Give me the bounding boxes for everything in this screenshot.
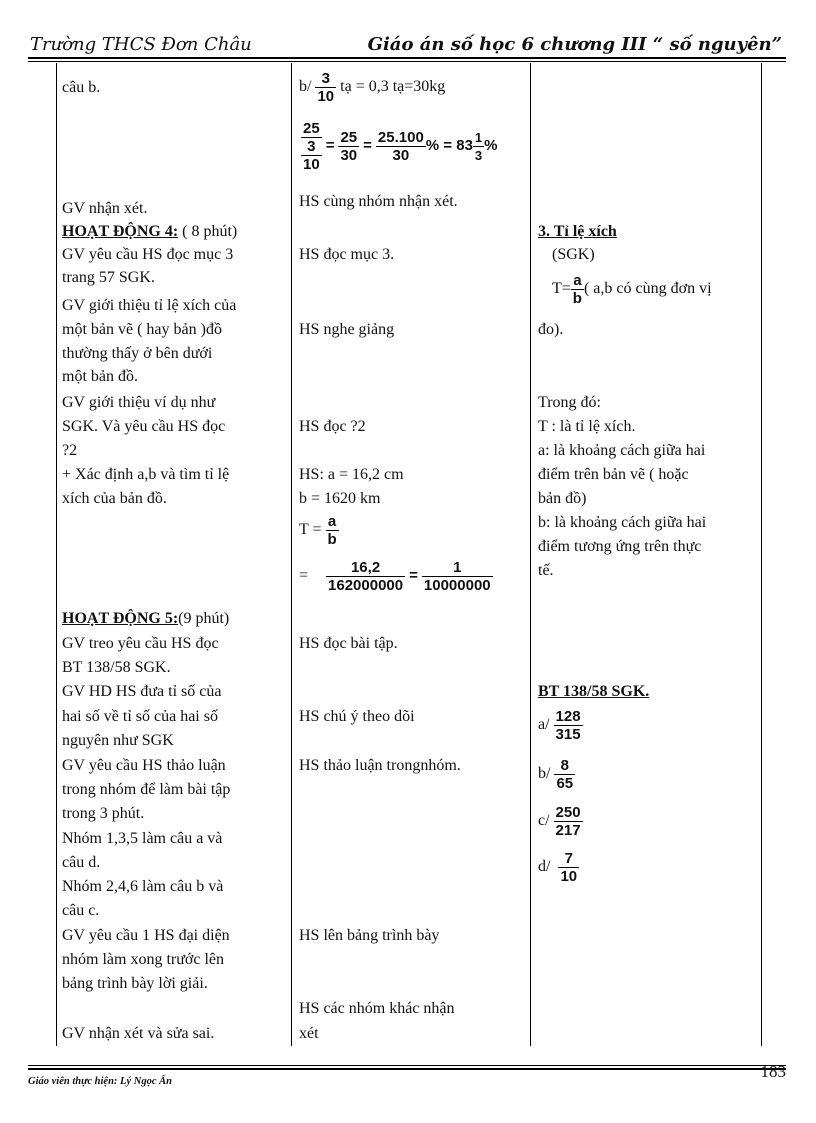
table-border-left bbox=[56, 63, 57, 1046]
fraction: $\frac{128}{315}$ bbox=[555, 708, 581, 743]
fraction: $\frac{7}{10}$ bbox=[560, 850, 578, 885]
text-line: HS đọc bài tập. bbox=[299, 635, 398, 652]
text-line: tế. bbox=[538, 562, 554, 579]
scale-definition: T= $\frac{a}{b}$ ( a,b có cùng đơn vị bbox=[552, 272, 712, 307]
text-line: HS lên bảng trình bày bbox=[299, 927, 440, 944]
percent-equation: $\frac{25}{\frac{3}{10}}$ = $\frac{25}{30}$ = $\frac{25.100}{30}$ % = 83 $\frac{1}{3}$ % bbox=[303, 120, 498, 173]
text-line: thường thấy ở bên dưới bbox=[62, 345, 213, 362]
fraction: $\frac{25}{30}$ bbox=[340, 129, 358, 164]
text-line: GV treo yêu cầu HS đọc bbox=[62, 635, 219, 652]
text-line: GV giới thiệu ví dụ như bbox=[62, 394, 216, 411]
fraction: $\frac{250}{217}$ bbox=[555, 804, 581, 839]
text-line: HS đọc mục 3. bbox=[299, 246, 395, 263]
text-line: b = 1620 km bbox=[299, 490, 381, 507]
header-rule-thin bbox=[28, 61, 786, 62]
text-line: ?2 bbox=[62, 442, 78, 459]
text-line: GV HD HS đưa tỉ số của bbox=[62, 683, 222, 700]
activity-5-heading: HOẠT ĐỘNG 5:(9 phút) bbox=[62, 610, 230, 627]
text-line: một bản đồ. bbox=[62, 368, 138, 385]
text-line: nhóm làm xong trước lên bbox=[62, 951, 224, 968]
text-line: GV nhận xét. bbox=[62, 200, 148, 217]
text-line: BT 138/58 SGK. bbox=[62, 659, 171, 676]
text-line: GV nhận xét và sửa sai. bbox=[62, 1025, 215, 1042]
text-line: Nhóm 1,3,5 làm câu a và bbox=[62, 830, 223, 847]
text-line: Nhóm 2,4,6 làm câu b và bbox=[62, 878, 224, 895]
text-line: một bản vẽ ( hay bản )đồ bbox=[62, 321, 222, 338]
scale-calculation: = $\frac{16,2}{162000000}$ = $\frac{1}{10000000}$ bbox=[299, 559, 491, 594]
text-line: hai số về tỉ số của hai số bbox=[62, 708, 218, 725]
text-line: bản đồ) bbox=[538, 490, 587, 507]
text-line: bảng trình bày lời giải. bbox=[62, 975, 208, 992]
text-line: GV yêu cầu 1 HS đại diện bbox=[62, 927, 230, 944]
exercise-title: BT 138/58 SGK. bbox=[538, 683, 650, 700]
answer-a: a/ $\frac{128}{315}$ bbox=[538, 708, 581, 743]
text-line: T : là tỉ lệ xích. bbox=[538, 418, 636, 435]
text-line: a: là khoảng cách giữa hai bbox=[538, 442, 706, 459]
text-line: HS chú ý theo dõi bbox=[299, 708, 415, 725]
text-line: trong nhóm để làm bài tập bbox=[62, 781, 231, 798]
fraction: $\frac{16,2}{162000000}$ bbox=[328, 559, 404, 594]
text-line: trong 3 phút. bbox=[62, 805, 145, 822]
text-line: xét bbox=[299, 1025, 319, 1042]
text-line: câu b. bbox=[62, 79, 101, 96]
section-3-title: 3. Tỉ lệ xích bbox=[538, 223, 617, 240]
fraction: $\frac{a}{b}$ bbox=[327, 513, 337, 548]
text-line: GV giới thiệu tỉ lệ xích của bbox=[62, 297, 237, 314]
text-line: HS thảo luận trongnhóm. bbox=[299, 757, 461, 774]
text-line: điểm trên bản vẽ ( hoặc bbox=[538, 466, 689, 483]
text-line: b: là khoảng cách giữa hai bbox=[538, 514, 707, 531]
text-line: xích của bản đồ. bbox=[62, 490, 167, 507]
answer-b: b/ $\frac{8}{65}$ bbox=[538, 757, 574, 792]
scale-formula: T = $\frac{a}{b}$ bbox=[299, 513, 337, 548]
text-line: Trong đó: bbox=[538, 394, 601, 411]
text-line: SGK. Và yêu cầu HS đọc bbox=[62, 418, 226, 435]
text-line: GV yêu cầu HS thảo luận bbox=[62, 757, 226, 774]
text-line: trang 57 SGK. bbox=[62, 269, 155, 286]
fraction: $\frac{a}{b}$ bbox=[572, 272, 582, 307]
text-line: (SGK) bbox=[552, 246, 595, 263]
text-line: HS nghe giảng bbox=[299, 321, 395, 338]
equation-b: b/ $\frac{3}{10}$ tạ = 0,3 tạ=30kg bbox=[299, 70, 446, 105]
text-line: đo). bbox=[538, 321, 564, 338]
footer-teacher: Giáo viên thực hiện: Lý Ngọc Ẩn bbox=[28, 1076, 172, 1087]
text-line: HS cùng nhóm nhận xét. bbox=[299, 193, 458, 210]
text-line: HS các nhóm khác nhận bbox=[299, 1000, 455, 1017]
page-number: 183 bbox=[760, 1062, 786, 1081]
header-school: Trường THCS Đơn Châu bbox=[30, 34, 252, 55]
table-divider-2 bbox=[530, 63, 531, 1046]
fraction: $\frac{8}{65}$ bbox=[556, 757, 574, 792]
header-rule bbox=[28, 57, 786, 59]
text-line: GV yêu cầu HS đọc mục 3 bbox=[62, 246, 234, 263]
text-line: HS: a = 16,2 cm bbox=[299, 466, 404, 483]
text-line: câu c. bbox=[62, 902, 100, 919]
activity-4-heading: HOẠT ĐỘNG 4: ( 8 phút) bbox=[62, 223, 238, 240]
footer-rule bbox=[28, 1068, 786, 1070]
text-line: câu d. bbox=[62, 854, 101, 871]
fraction: $\frac{3}{10}$ bbox=[317, 70, 335, 105]
fraction: $\frac{25.100}{30}$ bbox=[377, 129, 424, 164]
table-divider-1 bbox=[291, 63, 292, 1046]
header-title: Giáo án số học 6 chương III “ số nguyên” bbox=[367, 34, 782, 55]
text-line: điểm tương ứng trên thực bbox=[538, 538, 702, 555]
answer-d: d/ $\frac{7}{10}$ bbox=[538, 850, 578, 885]
text-line: HS đọc ?2 bbox=[299, 418, 366, 435]
table-border-right bbox=[761, 63, 762, 1046]
fraction: $\frac{1}{10000000}$ bbox=[423, 559, 491, 594]
footer-rule-thin bbox=[28, 1065, 786, 1066]
answer-c: c/ $\frac{250}{217}$ bbox=[538, 804, 581, 839]
fraction: $\frac{1}{3}$ bbox=[474, 130, 483, 163]
text-line: + Xác định a,b và tìm tỉ lệ bbox=[62, 466, 230, 483]
compound-fraction: $\frac{25}{\frac{3}{10}}$ bbox=[303, 120, 320, 173]
text-line: nguyên như SGK bbox=[62, 732, 174, 749]
